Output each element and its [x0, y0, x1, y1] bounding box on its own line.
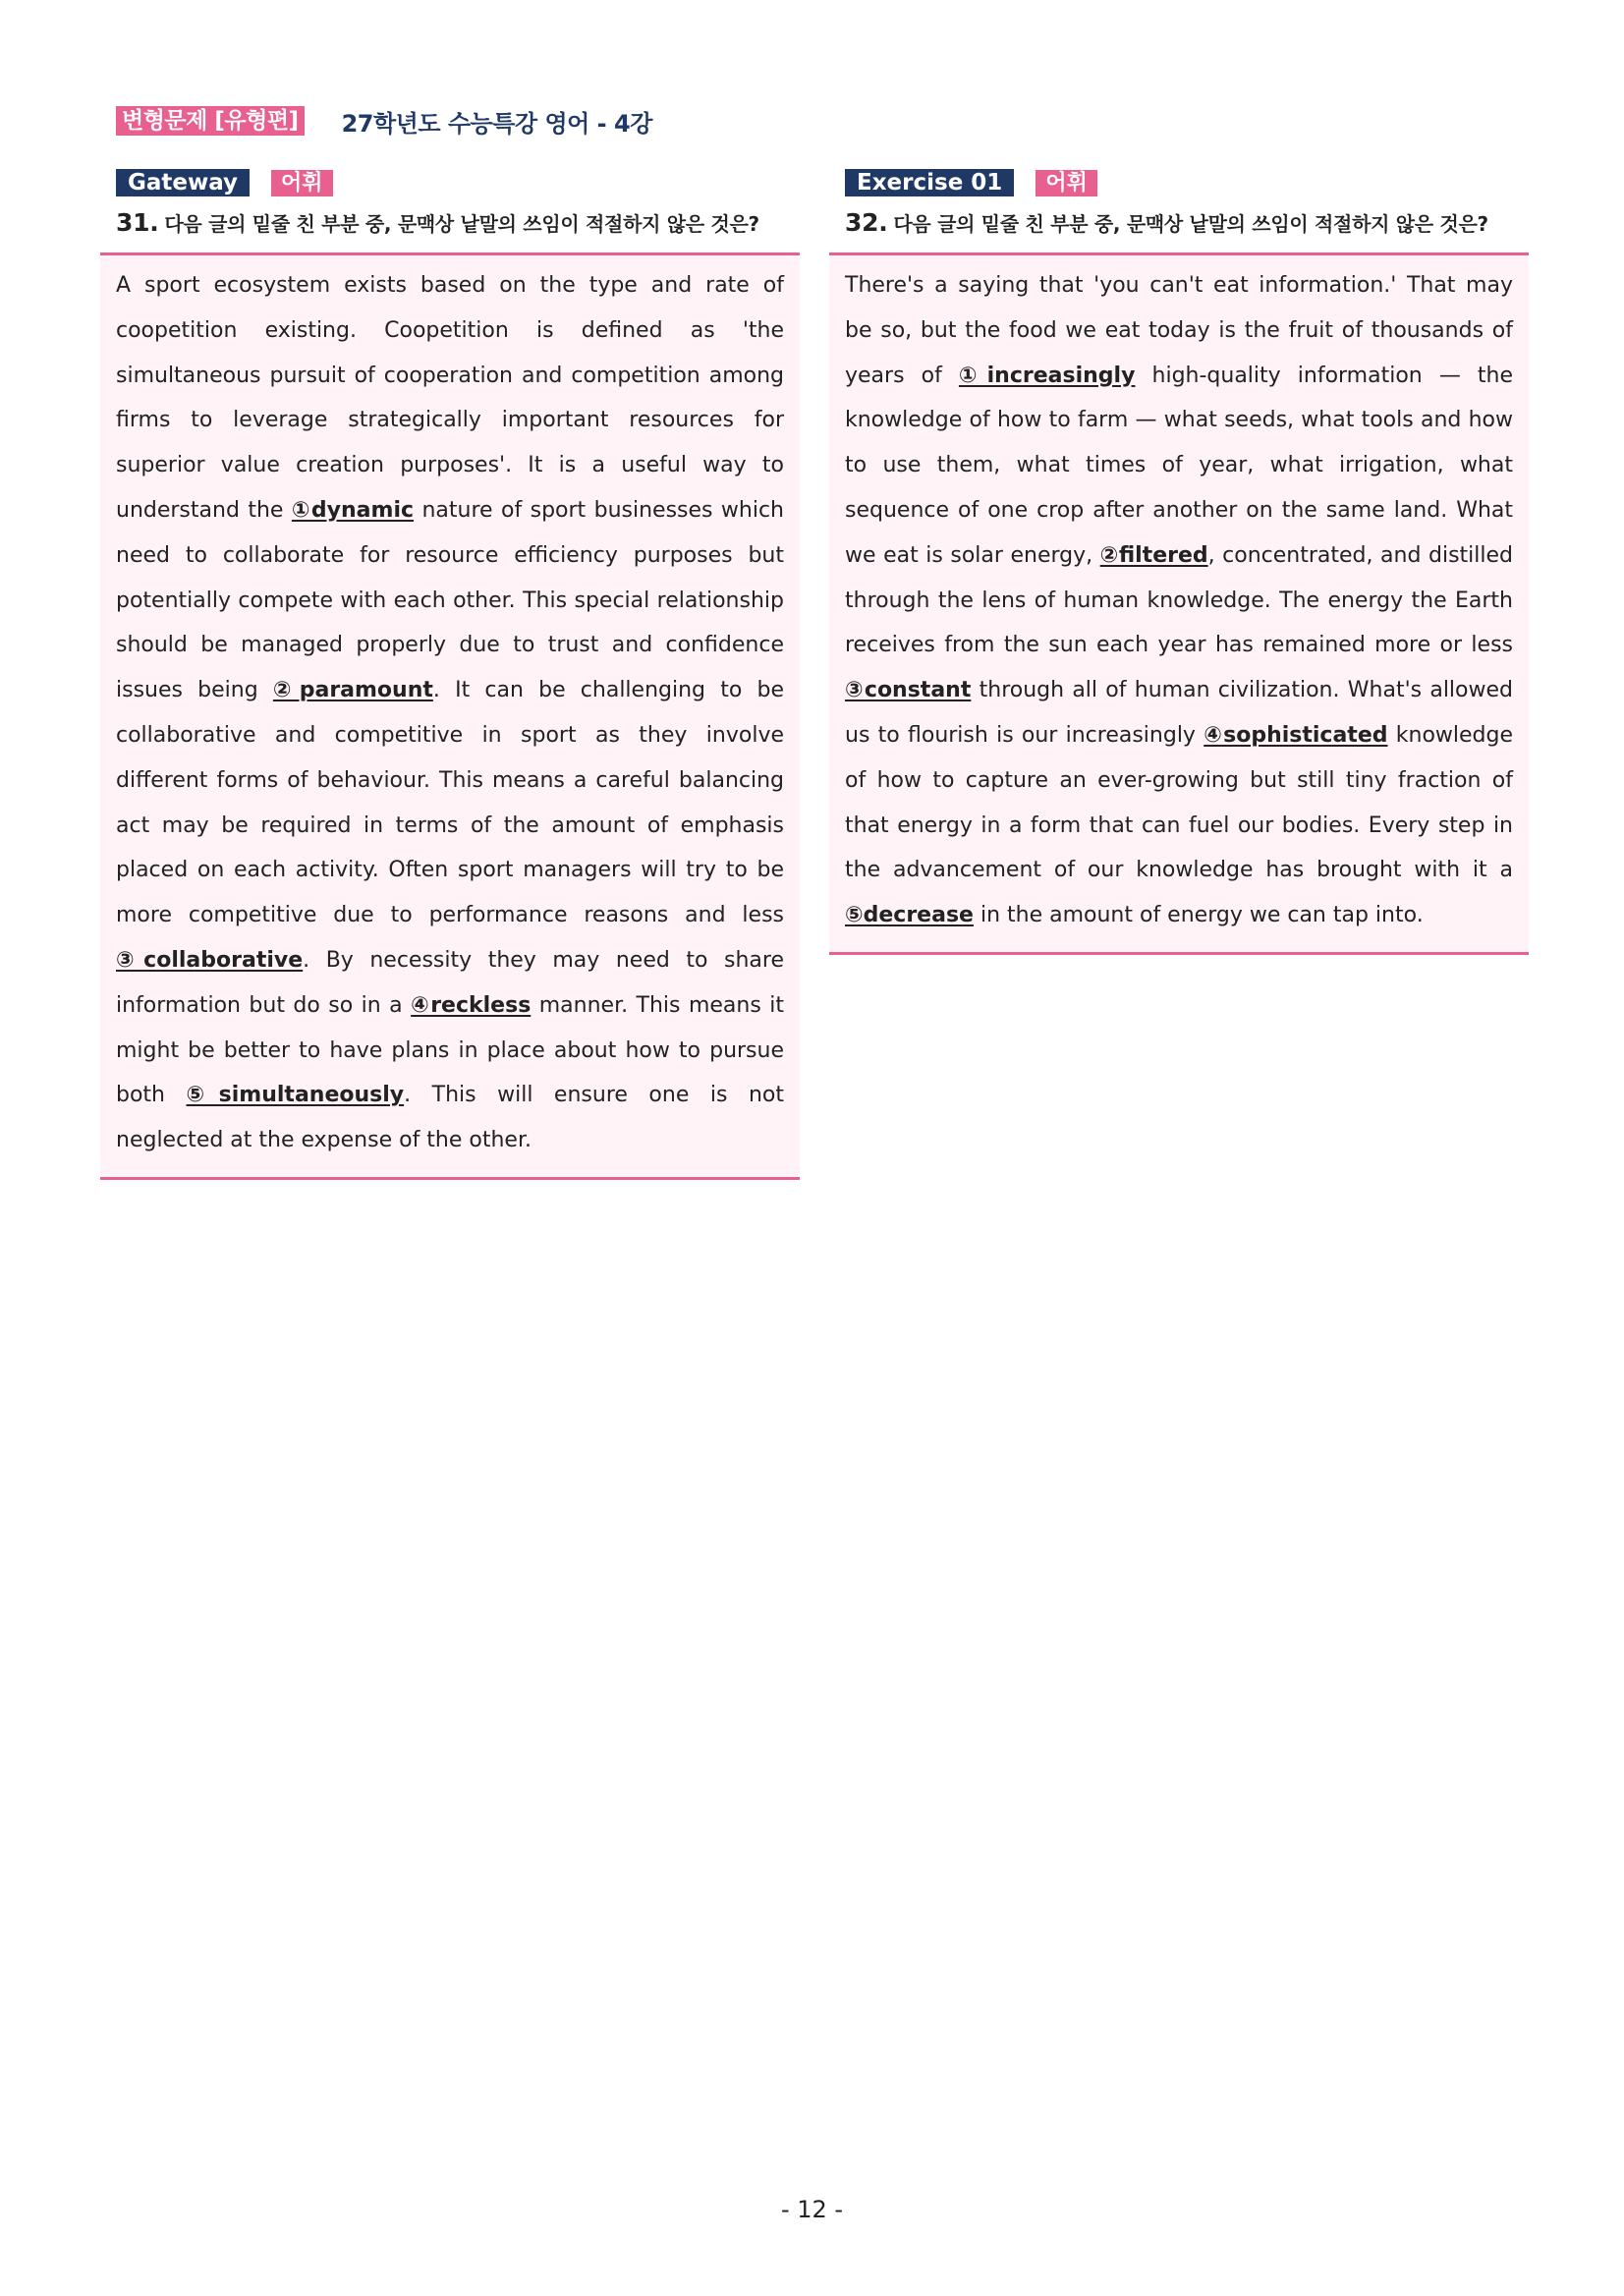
question-text: 다음 글의 밑줄 친 부분 중, 문맥상 낱말의 쓰임이 적절하지 않은 것은?	[164, 212, 759, 236]
passage-text: A sport ecosystem exists based on the type and rate of coopetition existing. Coopetition is defined as 'the simultaneous pursuit of cooperation and competition among firms to leverage strategically important resources for superior value creation purposes'. It is a useful way to understand the	[116, 273, 784, 523]
passage-left	[100, 252, 800, 1180]
passage-text: nature of sport businesses which need to collaborate for resource efficiency purposes but potentially compete with each other. This special relationship should be managed properly due to trust and confidence issues being	[116, 497, 785, 703]
passage-text: . It can be challenging to be collaborative and competitive in sport as they involve different forms of behaviour. This means a careful balancing act may be required in terms of the amount of emphasis placed on each activity. Often sport managers will try to be more competitive due to performance reasons and less	[116, 678, 784, 928]
question-31	[116, 204, 784, 243]
question-text: 다음 글의 밑줄 친 부분 중, 문맥상 낱말의 쓰임이 적절하지 않은 것은?	[893, 212, 1488, 236]
passage-text: . By necessity they may need to share information but do so in a	[116, 947, 785, 1018]
underlined-choice: ①dynamic	[291, 497, 415, 523]
underlined-choice: ③constant	[845, 678, 972, 703]
passage-right	[829, 252, 1529, 955]
underlined-choice: ⑤decrease	[845, 903, 974, 928]
underlined-choice: ②paramount	[272, 678, 433, 703]
left-labels	[100, 169, 800, 196]
right-labels	[829, 169, 1529, 196]
category-tag: 어휘	[1036, 170, 1097, 196]
exercise-tag: Exercise 01	[845, 169, 1014, 196]
page-number: - 12 -	[780, 2196, 844, 2223]
right-column	[829, 169, 1529, 955]
section-tag: 변형문제 [유형편]	[116, 106, 305, 136]
passage-text: knowledge of how to capture an ever-growing but still tiny fraction of that energy in a form that can fuel our bodies. Every step in the advancement of our knowledge has brought with it a	[845, 722, 1514, 883]
underlined-choice: ①increasingly	[958, 363, 1136, 388]
underlined-choice: ④reckless	[411, 992, 532, 1018]
page-header	[116, 104, 652, 138]
passage-text: There's a saying that 'you can't eat information.' That may be so, but the food we eat today is the fruit of thousands of years of	[845, 273, 1513, 388]
question-number: 31.	[116, 208, 159, 237]
category-tag: 어휘	[271, 170, 333, 196]
underlined-choice: ④sophisticated	[1204, 722, 1388, 748]
passage-text: manner. This means it might be better to have plans in place about how to pursue both	[116, 992, 784, 1108]
underlined-choice: ⑤simultaneously	[186, 1083, 405, 1108]
question-32	[845, 204, 1513, 243]
passage-text: high-quality information — the knowledge of how to farm — what seeds, what tools and how to use them, what times of year, what irrigation, what sequence of one crop after another on the same land. What we eat is solar energy,	[845, 363, 1514, 568]
left-column	[100, 169, 800, 1180]
question-number: 32.	[845, 208, 888, 237]
underlined-choice: ②filtered	[1099, 542, 1208, 568]
underlined-choice: ③collaborative	[116, 947, 304, 973]
passage-text: in the amount of energy we can tap into.	[973, 903, 1424, 928]
page-title: 27학년도 수능특강 영어 - 4강	[341, 109, 652, 138]
gateway-tag: Gateway	[116, 169, 250, 196]
passage-text: , concentrated, and distilled through the lens of human knowledge. The energy the Earth receives from the sun each year has remained more or less	[845, 542, 1513, 658]
passage-text: through all of human civilization. What's allowed us to flourish is our increasingly	[845, 678, 1513, 748]
passage-text: . This will ensure one is not neglected at the expense of the other.	[116, 1083, 784, 1153]
